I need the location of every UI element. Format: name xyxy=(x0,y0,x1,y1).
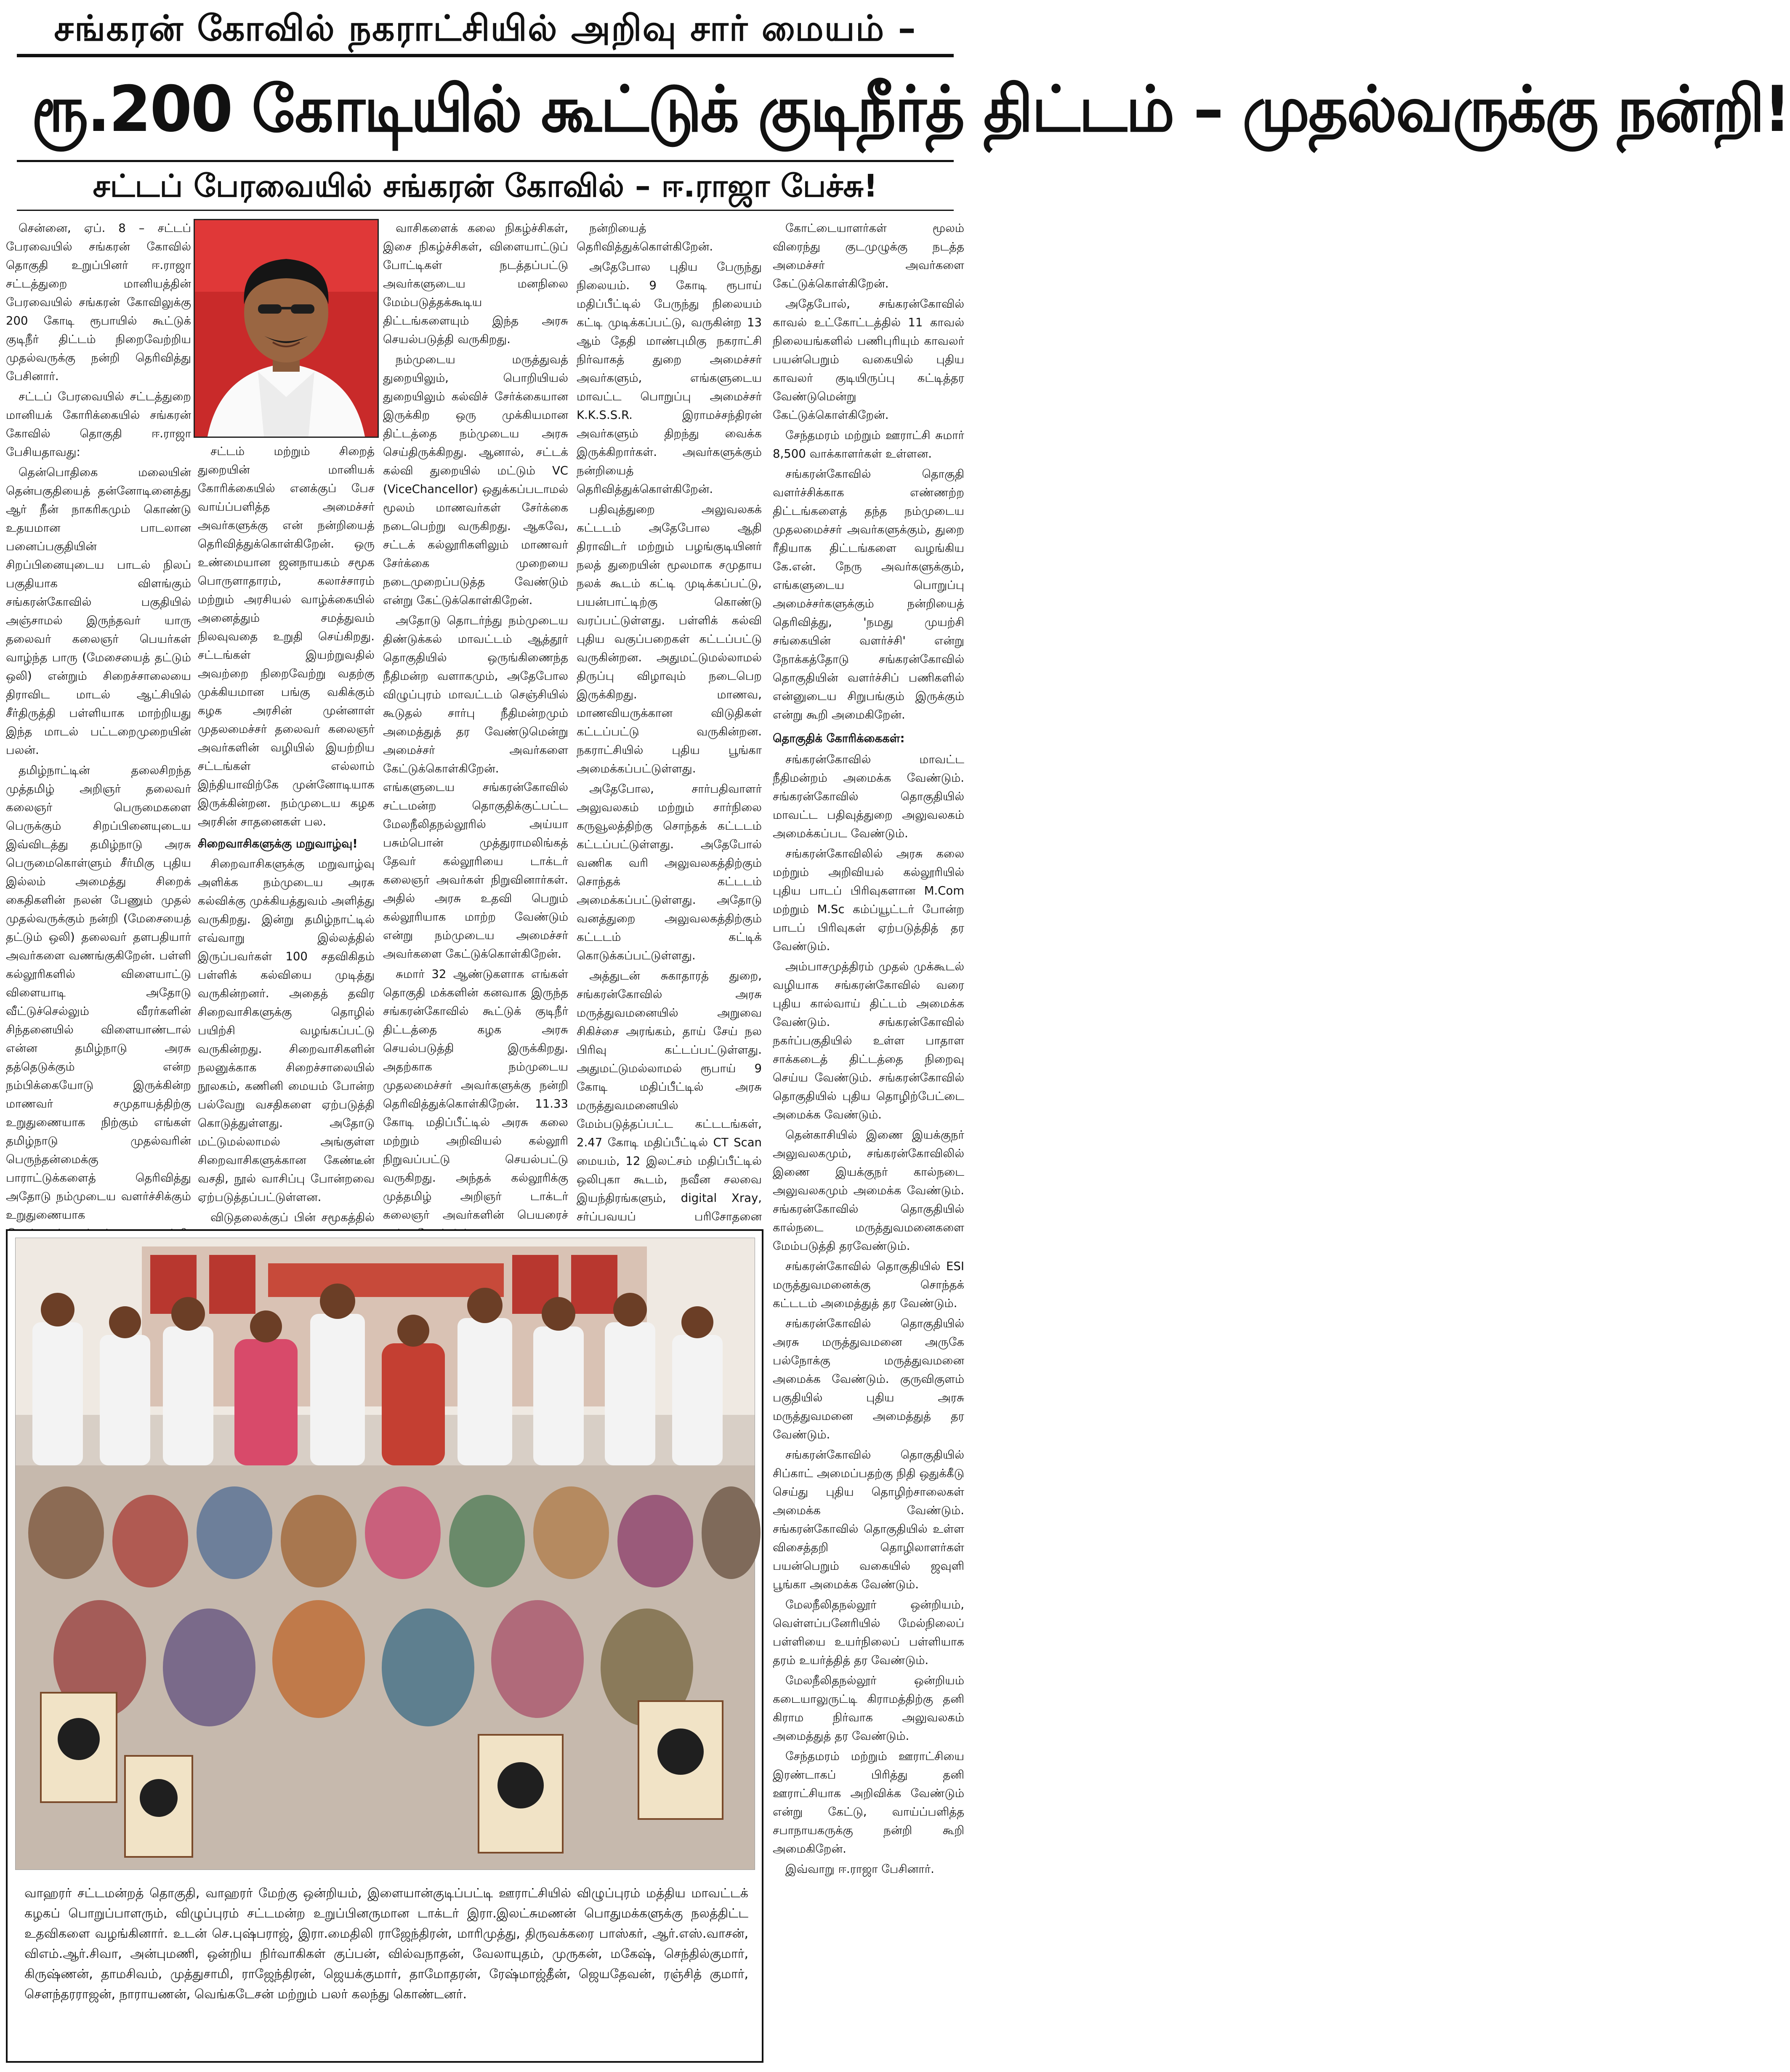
paragraph: சங்கரன்கோவில் தொகுதியில் ESI மருத்துவமனைக்கு சொந்தக் கட்டடம் அமைத்துத் தர வேண்டும். xyxy=(773,1260,964,1310)
section-heading: சிறைவாசிகளுக்கு மறுவாழ்வு! xyxy=(198,837,358,850)
paragraph: அதேபோல, சார்பதிவாளர் அலுவலகம் மற்றும் சார்நிலை கருவூலத்திற்கு சொந்தக் கட்டடம் கட்டப்பட்டுள்ளது. அதேபோல் வணிக வரி அலுவலகத்திற்கும் சொந்தக் கட்டடம் அமைக்கப்பட்டுள்ளது. அதோடு வனத்துறை அலுவலகத்திற்கும் கட்டடம் கட்டிக் கொடுக்கப்பட்டுள்ளது. xyxy=(577,782,762,962)
headline-line-1: சங்கரன் கோவில் நகராட்சியில் அறிவு சார் மையம் – xyxy=(54,8,917,49)
photo-caption: வாஹரர் சட்டமன்றத் தொகுதி, வாஹரர் மேற்கு ஒன்றியம், இளையான்குடிப்பட்டி ஊராட்சியில் விழுப்புரம் மத்திய மாவட்டக் கழகப் பொறுப்பாளரும், விழுப்புரம் சட்டமன்ற உறுப்பினருமான டாக்டர் இரா.இலட்சுமணன் பொதுமக்களுக்கு நலத்திட்ட உதவிகளை வழங்கினார். உடன் செ.புஷ்பராஜ், இரா.மைதிலி ராஜேந்திரன், மாரிமுத்து, திருவக்கரை பாஸ்கர், ஆர்.எஸ்.வாசன், விஎம்.ஆர்.சிவா, அன்புமணி, ஒன்றிய நிர்வாகிகள் குப்பன், வில்வநாதன், வேலாயுதம், முருகன், மகேஷ், செந்தில்குமார், கிருஷ்ணன், தாமசிவம், முத்துசாமி, ராஜேந்திரன், ஜெயக்குமார், தாமோதரன், ரேஷ்மாஜ்தீன், ஜெயதேவன், ரஞ்சித் குமார், செளந்தரராஜன், நாராயணன், வெங்கடேசன் மற்றும் பலர் கலந்து கொண்டனர். xyxy=(24,1886,749,2002)
article-column-2 xyxy=(198,442,375,1224)
paragraph: மேலநீலிதநல்லூர் ஒன்றியம் கடையாலுருட்டி கிராமத்திற்கு தனி கிராம நிர்வாக அலுவலகம் அமைத்துத் தர வேண்டும். xyxy=(773,1674,964,1743)
paragraph: சங்கரன்கோவில் மாவட்ட நீதிமன்றம் அமைக்க வேண்டும். சங்கரன்கோவில் தொகுதியில் மாவட்ட பதிவுத்துறை அலுவலகம் அமைக்கப்பட வேண்டும். xyxy=(773,753,964,840)
headline-divider xyxy=(17,210,954,211)
paragraph: அத்துடன் சுகாதாரத் துறை, சங்கரன்கோவில் அரசு மருத்துவமனையில் அறுவை சிகிச்சை அரங்கம், தாய் சேய் நல பிரிவு கட்டப்பட்டுள்ளது. அதுமட்டுமல்லாமல் ரூபாய் 9 கோடி மதிப்பீட்டில் அரசு மருத்துவமனையில் மேம்படுத்தப்பட்ட கட்டடங்கள், 2.47 கோடி மதிப்பீட்டில் CT Scan மையம், 12 இலட்சம் மதிப்பீட்டில் ஒலிபுகா கூடம், நவீன சலவை இயந்திரங்களும், digital Xray, சர்ப்பவயப் பரிசோதனை xyxy=(577,969,762,1223)
paragraph: விடுதலைக்குப் பின் சமூகத்தில் xyxy=(210,1211,375,1224)
paragraph: அம்பாசமுத்திரம் முதல் முக்கூடல் வழியாக சங்கரன்கோவில் வரை புதிய கால்வாய் திட்டம் அமைக்க வேண்டும். சங்கரன்கோவில் நகர்ப்பகுதியில் உள்ள பாதாள சாக்கடைத் திட்டத்தை நிறைவு செய்ய வேண்டும். சங்கரன்கோவில் தொகுதியில் புதிய தொழிற்பேட்டை அமைக்க வேண்டும். xyxy=(773,960,964,1121)
headline-subtitle: சட்டப் பேரவையில் சங்கரன் கோவில் – ஈ.ராஜா பேச்சு! xyxy=(93,168,878,204)
paragraph: சுமார் 32 ஆண்டுகளாக எங்கள் தொகுதி மக்களின் கனவாக இருந்த சங்கரன்கோவில் கூட்டுக் குடிநீர் திட்டத்தை கழக அரசு செயல்படுத்தி இருக்கிறது. அதற்காக நம்முடைய முதலமைச்சர் அவர்களுக்கு நன்றி தெரிவித்துக்கொள்கிறேன். 11.33 கோடி மதிப்பீட்டில் அரசு கலை மற்றும் அறிவியல் கல்லூரி நிறுவப்பட்டு செயல்பட்டு வருகிறது. அந்தக் கல்லூரிக்கு முத்தமிழ் அறிஞர் டாக்டர் கலைஞர் அவர்களின் பெயரைச் xyxy=(383,967,568,1222)
paragraph: சங்கரன்கோவில் தொகுதியில் சிப்காட் அமைப்பதற்கு நிதி ஒதுக்கீடு செய்து புதிய தொழிற்சாலைகள் அமைக்க வேண்டும். சங்கரன்கோவில் தொகுதியில் உள்ள விசைத்தறி தொழிலாளர்கள் பயன்பெறும் வகையில் ஜவுளி பூங்கா அமைக்க வேண்டும். xyxy=(773,1448,964,1591)
paragraph: சங்கரன்கோவில் தொகுதியில் அரசு மருத்துவமனை அருகே பல்நோக்கு மருத்துவமனை அமைக்க வேண்டும். குருவிகுளம் பகுதியில் புதிய அரசு மருத்துவமனை அமைத்துத் தர வேண்டும். xyxy=(773,1317,964,1441)
headline-divider xyxy=(17,160,954,162)
paragraph: சிறைவாசிகளுக்கு மறுவாழ்வு அளிக்க நம்முடைய அரசு கல்விக்கு முக்கியத்துவம் அளித்து வருகிறது. இன்று தமிழ்நாட்டில் எவ்வாறு இல்லத்தில் இருப்பவர்கள் 100 சதவிகிதம் பள்ளிக் கல்வியை முடித்து வருகின்றனர். அதைத் தவிர சிறைவாசிகளுக்கு தொழில் பயிற்சி வழங்கப்பட்டு வருகின்றது. சிறைவாசிகளின் நலனுக்காக சிறைச்சாலையில் நூலகம், கணினி மையம் போன்ற பல்வேறு வசதிகளை ஏற்படுத்தி கொடுத்துள்ளது. அதோடு மட்டுமல்லாமல் அங்குள்ள சிறைவாசிகளுக்கான கேண்டீன் வசதி, நூல் வாசிப்பு போன்றவை ஏற்படுத்தப்பட்டுள்ளன. xyxy=(198,857,375,1204)
paragraph: அதேபோல், சங்கரன்கோவில் காவல் உட்கோட்டத்தில் 11 காவல் நிலையங்களில் பணிபுரியும் காவலர் பயன்பெறும் வகையில் புதிய காவலர் குடியிருப்பு கட்டித்தர வேண்டுமென்று கேட்டுக்கொள்கிறேன். xyxy=(773,297,964,422)
paragraph: வாசிகளைக் கலை நிகழ்ச்சிகள், இசை நிகழ்ச்சிகள், விளையாட்டுப் போட்டிகள் நடத்தப்பட்டு அவர்களுடைய மனநிலை மேம்படுத்தக்கூடிய திட்டங்களையும் இந்த அரசு செயல்படுத்தி வருகிறது. xyxy=(383,221,568,346)
event-photo-image xyxy=(16,1238,755,1870)
event-photo-box xyxy=(6,1229,763,2063)
paragraph: இவ்வாறு ஈ.ராஜா பேசினார். xyxy=(785,1862,934,1876)
section-heading: தொகுதிக் கோரிக்கைகள்: xyxy=(773,732,905,745)
paragraph: சேந்தமரம் மற்றும் ஊராட்சி சுமார் 8,500 வாக்காளர்கள் உள்ளன. xyxy=(773,429,964,461)
headline-divider xyxy=(17,54,954,57)
paragraph: சங்கரன்கோவிலில் அரசு கலை மற்றும் அறிவியல் கல்லூரியில் புதிய பாடப் பிரிவுகளான M.Com மற்றும் M.Sc கம்ப்யூட்டர் போன்ற பாடப் பிரிவுகள் ஏற்படுத்தித் தர வேண்டும். xyxy=(773,847,964,953)
paragraph: நன்றியைத் தெரிவித்துக்கொள்கிறேன். xyxy=(577,221,713,253)
paragraph: அதோடு தொடர்ந்து நம்முடைய திண்டுக்கல் மாவட்டம் ஆத்தூர் தொகுதியில் ஒருங்கிணைந்த நீதிமன்ற வளாகமும், அதேபோல விழுப்புரம் மாவட்டம் செஞ்சியில் கூடுதல் சார்பு நீதிமன்றமும் அமைத்துத் தர வேண்டுமென்று அமைச்சர் அவர்களை கேட்டுக்கொள்கிறேன். எங்களுடைய சங்கரன்கோவில் சட்டமன்ற தொகுதிக்குட்பட்ட மேலநீலிதநல்லூரில் அய்யா பசும்பொன் முத்துராமலிங்கத் தேவர் கல்லூரியை டாக்டர் கலைஞர் அவர்கள் நிறுவினார்கள். அதில் அரசு உதவி பெறும் கல்லூரியாக மாற்ற வேண்டும் என்று நம்முடைய அமைச்சர் அவர்களை கேட்டுக்கொள்கிறேன். xyxy=(383,614,568,961)
headline-main: ரூ.200 கோடியில் கூட்டுக் குடிநீர்த் திட்டம் – முதல்வருக்கு நன்றி! xyxy=(31,73,1790,146)
paragraph: நம்முடைய மருத்துவத் துறையிலும், பொறியியல் துறையிலும் கல்விச் சேர்க்கையான இருக்கிற ஒரு முக்கியமான திட்டத்தை நம்முடைய அரசு செய்திருக்கிறது. ஆனால், சட்டக் கல்வி துறையில் மட்டும் VC (ViceChancellor) ஒதுக்கப்படாமல் மூலம் மாணவர்கள் சேர்க்கை நடைபெற்று வருகிறது. ஆகவே, சட்டக் கல்லூரிகளிலும் மாணவர் சேர்க்கை முறையை நடைமுறைப்படுத்த வேண்டும் என்று கேட்டுக்கொள்கிறேன். xyxy=(383,353,568,607)
article-column-3 xyxy=(383,219,568,1222)
paragraph: தென்பொதிகை மலையின் தென்பகுதியைத் தன்னோடினைத்து ஆர் நீன் நாகரிகமும் கொண்டு உதயமான பாடலான பனைப்பகுதியின் சிறப்பினையுடைய பாடல் நிலப் பகுதியாக விளங்கும் சங்கரன்கோவில் பகுதியில் அஞ்சாமல் இருந்தவர் யாரு தலைவர் கலைஞர் பெயர்கள் வாழ்ந்த பாரு (மேசையைத் தட்டும் ஒலி) என்றும் சிறைச்சாலையை திராவிட மாடல் ஆட்சியில் சீர்திருத்தி பள்ளியாக மாற்றியது இந்த மாடல் பட்டறைமுறையின் பலன். xyxy=(6,466,191,757)
paragraph: சங்கரன்கோவில் தொகுதி வளர்ச்சிக்காக எண்ணற்ற திட்டங்களைத் தந்த நம்முடைய முதலமைச்சர் அவர்களுக்கும், துறை ரீதியாக திட்டங்களை வழங்கிய கே.என். நேரு அவர்களுக்கும், எங்களுடைய பொறுப்பு அமைச்சர்களுக்கும் நன்றியைத் தெரிவித்து, 'நமது முயற்சி சங்கையின் வளர்ச்சி' என்று நோக்கத்தோடு சங்கரன்கோவில் தொகுதியின் வளர்ச்சிப் பணிகளில் என்னுடைய சிறுபங்கும் இருக்கும் என்று கூறி அமைகிறேன். xyxy=(773,467,964,722)
paragraph: சட்டம் மற்றும் சிறைத் துறையின் மானியக் கோரிக்கையில் எனக்குப் பேச வாய்ப்பளித்த அமைச்சர் அவர்களுக்கு என் நன்றியைத் தெரிவித்துக்கொள்கிறேன். ஒரு உண்மையான ஜனநாயகம் சமூக பொருளாதாரம், கலாச்சாரம் மற்றும் அரசியல் வாழ்க்கையில் அனைத்தும் சமத்துவம் நிலவுவதை உறுதி செய்கிறது. சட்டங்கள் இயற்றுவதில் அவற்றை நிறைவேற்று வதற்கு முக்கியமான பங்கு வகிக்கும் கழக அரசின் முன்னாள் முதலமைச்சர் தலைவர் கலைஞர் அவர்களின் வழியில் இயற்றிய சட்டங்கள் எல்லாம் இந்தியாவிற்கே முன்னோடியாக இருக்கின்றன. நம்முடைய கழக அரசின் சாதனைகள் பல. xyxy=(198,445,375,828)
paragraph: சேந்தமரம் மற்றும் ஊராட்சியை இரண்டாகப் பிரித்து தனி ஊராட்சியாக அறிவிக்க வேண்டும் என்று கேட்டு, வாய்ப்பளித்த சபாநாயகருக்கு நன்றி கூறி அமைகிறேன். xyxy=(773,1750,964,1856)
event-photo xyxy=(15,1238,755,1870)
paragraph: சென்னை, ஏப். 8 – சட்டப் பேரவையில் சங்கரன் கோவில் தொகுதி உறுப்பினர் ஈ.ராஜா சட்டத்துறை மானியத்தின் பேரவையில் சங்கரன் கோவிலுக்கு 200 கோடி ரூபாயில் கூட்டுக் குடிநீர் திட்டம் நிறைவேற்றிய முதல்வருக்கு நன்றி தெரிவித்து பேசினார். xyxy=(6,221,191,383)
paragraph: தமிழ்நாட்டின் தலைசிறந்த முத்தமிழ் அறிஞர் தலைவர் கலைஞர் பெருமைகளை பெருக்கும் சிறப்பினையுடைய இவ்விடத்து தமிழ்நாடு அரசு பெருமைகொள்ளும் சீர்மிகு புதிய இல்லம் அமைத்து சிறைக் கைதிகளின் நலன் பேணும் முதல் முதல்வருக்கும் நன்றி (மேசையைத் தட்டும் ஒலி) தலைவர் தளபதியார் அவர்களை வணங்குகிறேன். பள்ளி கல்லூரிகளில் விளையாட்டு விளையாடி அதோடு வீட்டுச்செல்லும் வீரர்களின் சிந்தனையில் விளையாண்டால் என்ன தமிழ்நாடு அரசு தத்தெடுக்கும் என்ற நம்பிக்கையோடு இருக்கின்ற மாணவர் சமுதாயத்திற்கு உறுதுணையாக நிற்கும் எங்கள் தமிழ்நாடு முதல்வரின் பெருந்தன்மைக்கு பாராட்டுக்களைத் தெரிவித்து அதோடு நம்முடைய வளர்ச்சிக்கும் உறுதுணையாக xyxy=(6,764,191,1222)
paragraph: பதிவுத்துறை அலுவலகக் கட்டடம் அதேபோல ஆதி திராவிடர் மற்றும் பழங்குடியினர் நலத் துறையின் மூலமாக சமுதாய நலக் கூடம் கட்டி முடிக்கப்பட்டு, பயன்பாட்டிற்கு கொண்டு வரப்பட்டுள்ளது. பள்ளிக் கல்வி புதிய வகுப்பறைகள் கட்டப்பட்டு வருகின்றன. அதுமட்டுமல்லாமல் திருப்பு விழாவும் நடைபெற இருக்கிறது. மாணவ, மாணவியருக்கான விடுதிகள் கட்டப்பட்டு வருகின்றன. நகராட்சியில் புதிய பூங்கா அமைக்கப்பட்டுள்ளது. xyxy=(577,503,762,775)
paragraph: கோட்டையாளர்கள் மூலம் விரைந்து குடமுழுக்கு நடத்த அமைச்சர் அவர்களை கேட்டுக்கொள்கிறேன். xyxy=(773,221,964,290)
paragraph: மேலநீலிதநல்லூர் ஒன்றியம், வெள்ளப்பனேரியில் மேல்நிலைப் பள்ளியை உயர்நிலைப் பள்ளியாக தரம் உயர்த்தித் தர வேண்டும். xyxy=(773,1598,964,1667)
article-column-1 xyxy=(6,219,191,1222)
paragraph: சட்டப் பேரவையில் சட்டத்துறை மானியக் கோரிக்கையில் சங்கரன் கோவில் தொகுதி ஈ.ராஜா பேசியதாவது: xyxy=(6,390,191,459)
portrait-photo xyxy=(194,219,379,438)
article-column-5 xyxy=(773,219,964,2063)
paragraph: தென்காசியில் இணை இயக்குநர் அலுவலகமும், சங்கரன்கோவிலில் இணை இயக்குநர் கால்நடை அலுவலகமும் அமைக்க வேண்டும். சங்கரன்கோவில் தொகுதியில் கால்நடை மருத்துவமனைகளை மேம்படுத்தி தரவேண்டும். xyxy=(773,1128,964,1253)
paragraph: அதேபோல புதிய பேருந்து நிலையம். 9 கோடி ரூபாய் மதிப்பீட்டில் பேருந்து நிலையம் கட்டி முடிக்கப்பட்டு, வருகின்ற 13 ஆம் தேதி மாண்புமிகு நகராட்சி நிர்வாகத் துறை அமைச்சர் அவர்களும், எங்களுடைய மாவட்ட பொறுப்பு அமைச்சர் K.K.S.S.R. இராமச்சந்திரன் அவர்களும் திறந்து வைக்க இருக்கிறார்கள். அவர்களுக்கும் நன்றியைத் தெரிவித்துக்கொள்கிறேன். xyxy=(577,260,762,496)
portrait-image xyxy=(195,220,378,437)
